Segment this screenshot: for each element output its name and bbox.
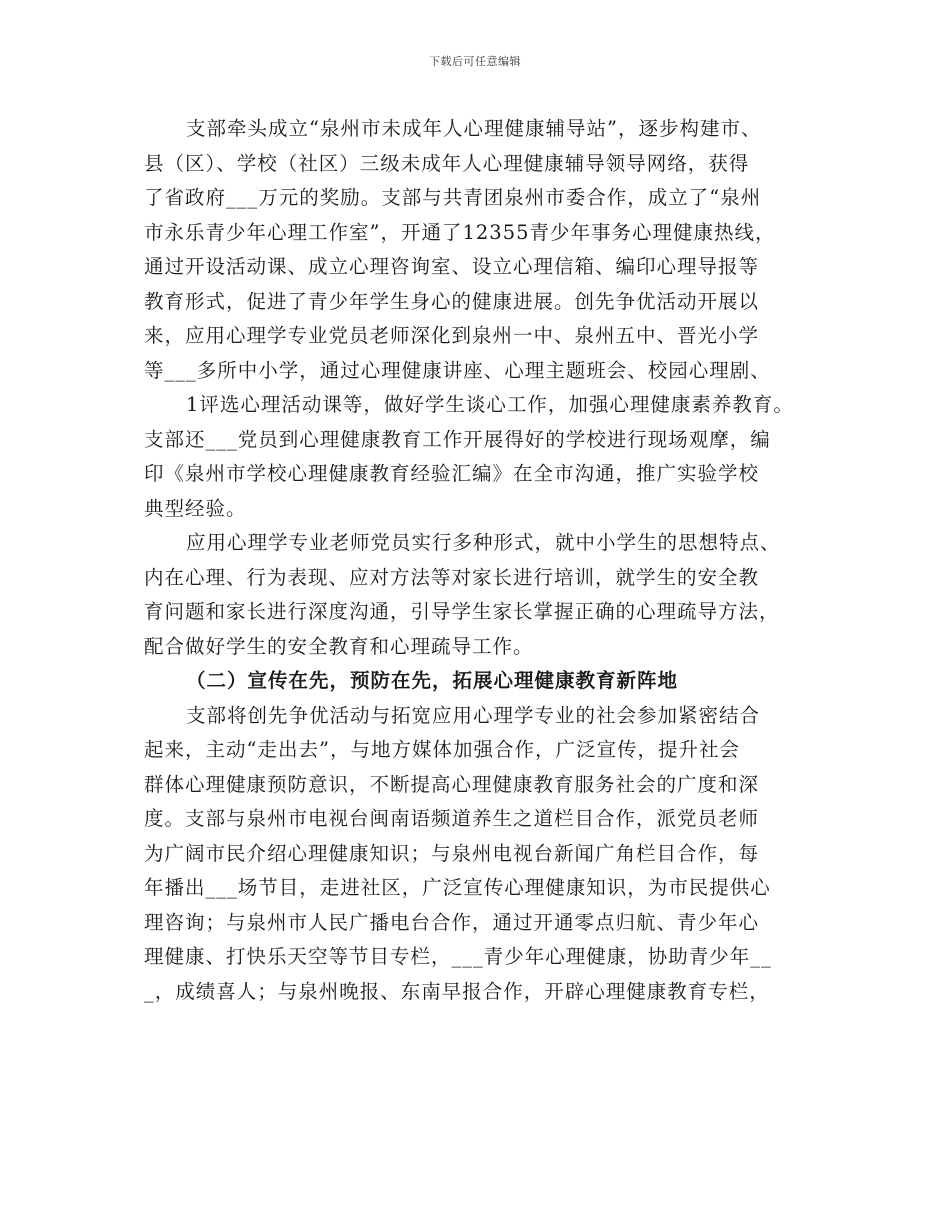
paragraph-line: 为广阔市民介绍心理健康知识；与泉州电视台新闻广角栏目合作，每 [144, 841, 760, 865]
paragraph-line: 支部还___党员到心理健康教育工作开展得好的学校进行现场观摩，编 [144, 427, 771, 451]
paragraph-line: 通过开设活动课、成立心理咨询室、设立心理信箱、编印心理导报等 [144, 255, 760, 278]
paragraph-line: 内在心理、行为表现、应对方法等对家长进行培训，就学生的安全教 [144, 565, 760, 589]
document-body [144, 112, 816, 1009]
paragraph-line: 典型经验。 [144, 496, 247, 520]
paragraph-line: 市永乐青少年心理工作室”，开通了12355青少年事务心理健康热线， [144, 220, 776, 244]
paragraph-line: 应用心理学专业老师党员实行多种形式，就中小学生的思想特点、 [186, 531, 781, 554]
paragraph-line: 年播出___场节目，走进社区，广泛宣传心理健康知识，为市民提供心 [144, 876, 771, 899]
paragraph-line: 印《泉州市学校心理健康教育经验汇编》在全市沟通，推广实验学校 [144, 462, 760, 485]
paragraph-line: 支部将创先争优活动与拓宽应用心理学专业的社会参加紧密结合 [186, 703, 761, 727]
section-heading: （二）宣传在先，预防在先，拓展心理健康教育新阵地 [186, 669, 679, 692]
paragraph-line: 等___多所中小学，通过心理健康讲座、心理主题班会、校园心理剧、 [144, 358, 771, 382]
paragraph-line: 了省政府___万元的奖励。支部与共青团泉州市委合作，成立了“泉州 [144, 186, 762, 209]
paragraph-line: 配合做好学生的安全教育和心理疏导工作。 [144, 634, 534, 658]
paragraph-line: 理咨询；与泉州市人民广播电台合作，通过开通零点归航、青少年心 [144, 910, 760, 934]
paragraph-line: 理健康、打快乐天空等节目专栏，___青少年心理健康，协助青少年__ [144, 945, 772, 968]
paragraph-line: 群体心理健康预防意识，不断提高心理健康教育服务社会的广度和深 [144, 772, 760, 796]
paragraph-line: 支部牵头成立“泉州市未成年人心理健康辅导站”，逐步构建市、 [186, 117, 762, 140]
page-header-note: 下载后可任意编辑 [429, 55, 521, 68]
paragraph-line: 1评选心理活动课等，做好学生谈心工作，加强心理健康素养教育。 [186, 393, 794, 416]
paragraph-line: 来，应用心理学专业党员老师深化到泉州一中、泉州五中、晋光小学 [144, 324, 760, 347]
paragraph-line: 起来，主动“走出去”，与地方媒体加强合作，广泛宣传，提升社会 [144, 738, 740, 761]
paragraph-line: 育问题和家长进行深度沟通，引导学生家长掌握正确的心理疏导方法， [144, 600, 780, 623]
paragraph-line: _，成绩喜人；与泉州晚报、东南早报合作，开辟心理健康教育专栏， [144, 979, 770, 1003]
paragraph-line: 县（区）、学校（社区）三级未成年人心理健康辅导领导网络，获得 [144, 151, 750, 175]
paragraph-line: 教育形式，促进了青少年学生身心的健康进展。创先争优活动开展以 [144, 289, 760, 313]
paragraph-line: 度。支部与泉州市电视台闽南语频道养生之道栏目合作，派党员老师 [144, 807, 760, 830]
